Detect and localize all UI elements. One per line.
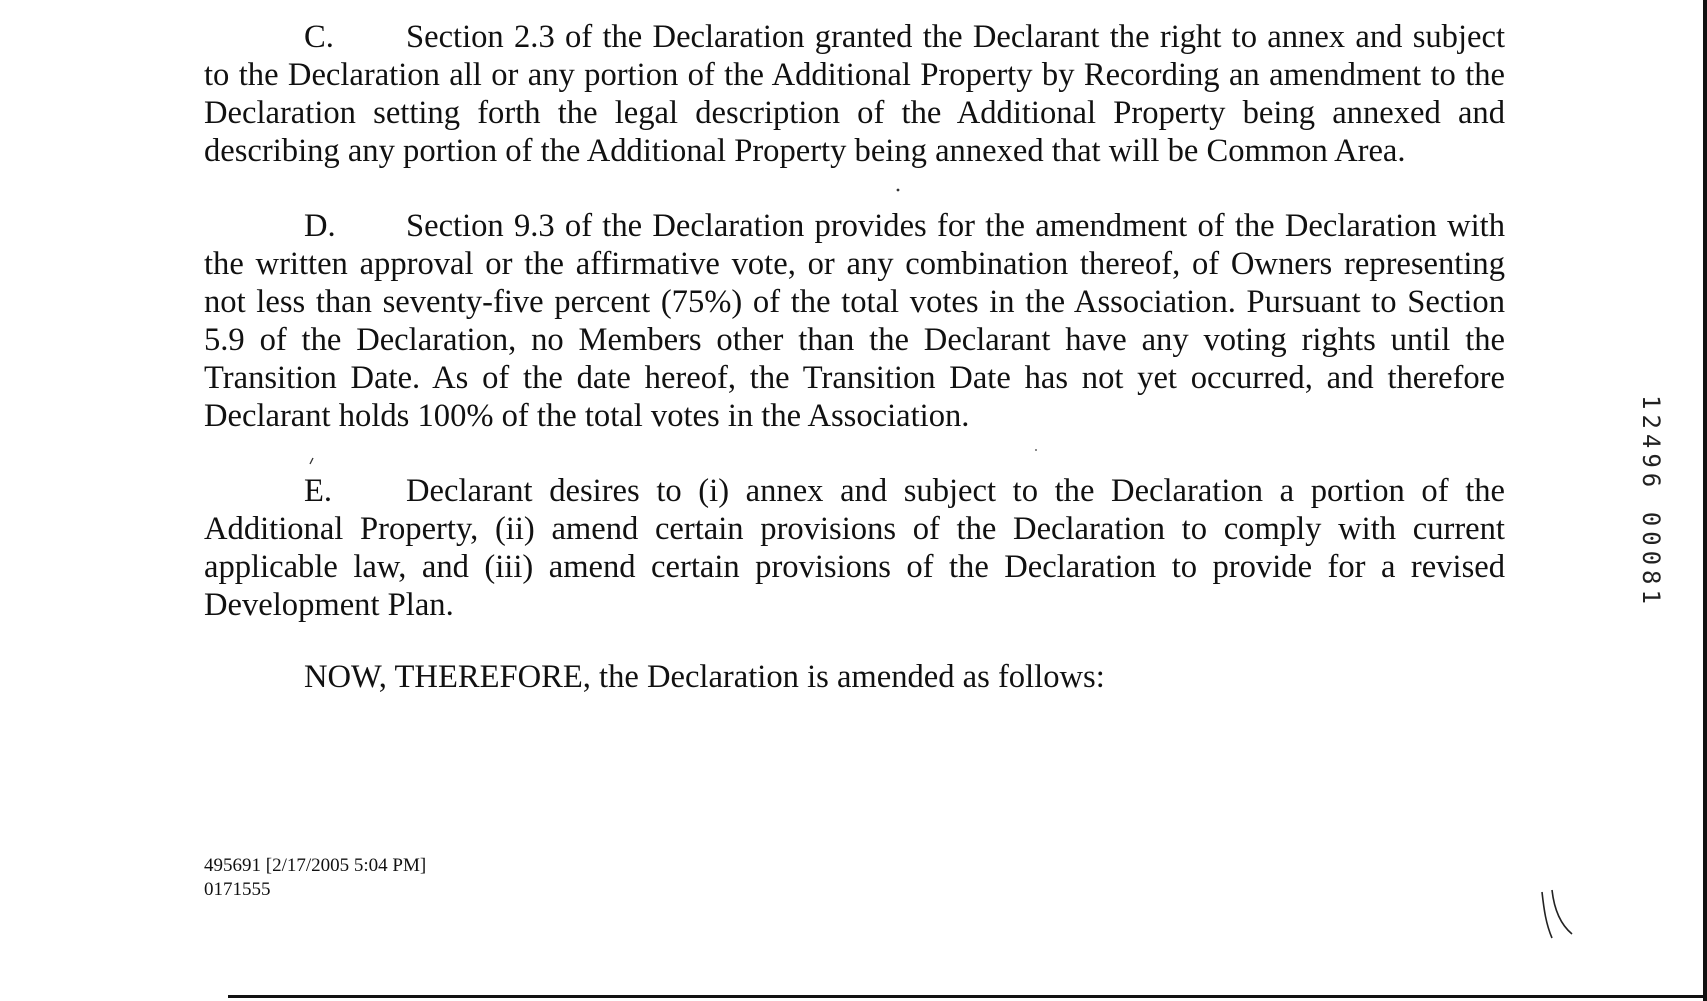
footer-document-number: 0171555 (204, 879, 271, 900)
recital-e (204, 472, 1505, 624)
recital-c-text: Section 2.3 of the Declaration granted the Declarant the right to annex and subject to the Declaration all or any portion of the Additional Property by Recording an amendment to the Declaration setting forth the legal description of the Additional Property being annexed and describing any portion of the Additional Property being annexed that will be Common Area. (204, 19, 1505, 169)
footer-document-reference: 495691 [2/17/2005 5:04 PM] (204, 855, 427, 876)
recording-stamp-text: 12496 00081 (1637, 395, 1665, 609)
bottom-scan-edge (228, 995, 1707, 998)
now-therefore-line: NOW, THEREFORE, the Declaration is amended as follows: (304, 659, 1105, 695)
recital-d (204, 207, 1505, 435)
recital-c (204, 18, 1505, 170)
handwritten-mark (1538, 886, 1578, 946)
recording-stamp (1637, 395, 1669, 667)
recital-d-text: Section 9.3 of the Declaration provides for the amendment of the Declaration with the written approval or the affirmative vote, or any combination thereof, of Owners representing not less than seventy-five percent (75%) of the total votes in the Association. Pursuant to Section 5.9 of the Declaration, no Members other than the Declarant have any voting rights until the Transition Date. As of the date hereof, the Transition Date has not yet occurred, and therefore Declarant holds 100% of the total votes in the Association. (204, 208, 1505, 434)
recital-c-marker: C. (304, 19, 334, 55)
recital-d-marker: D. (304, 208, 336, 244)
recital-e-marker: E. (304, 473, 333, 509)
right-scan-edge (1703, 0, 1707, 1001)
recital-e-text: Declarant desires to (i) annex and subject to the Declaration a portion of the Additional Property, (ii) amend certain provisions of the Declaration to comply with current applicable law, and (iii) amend certain provisions of the Declaration to provide for a revised Development Plan. (204, 473, 1505, 623)
